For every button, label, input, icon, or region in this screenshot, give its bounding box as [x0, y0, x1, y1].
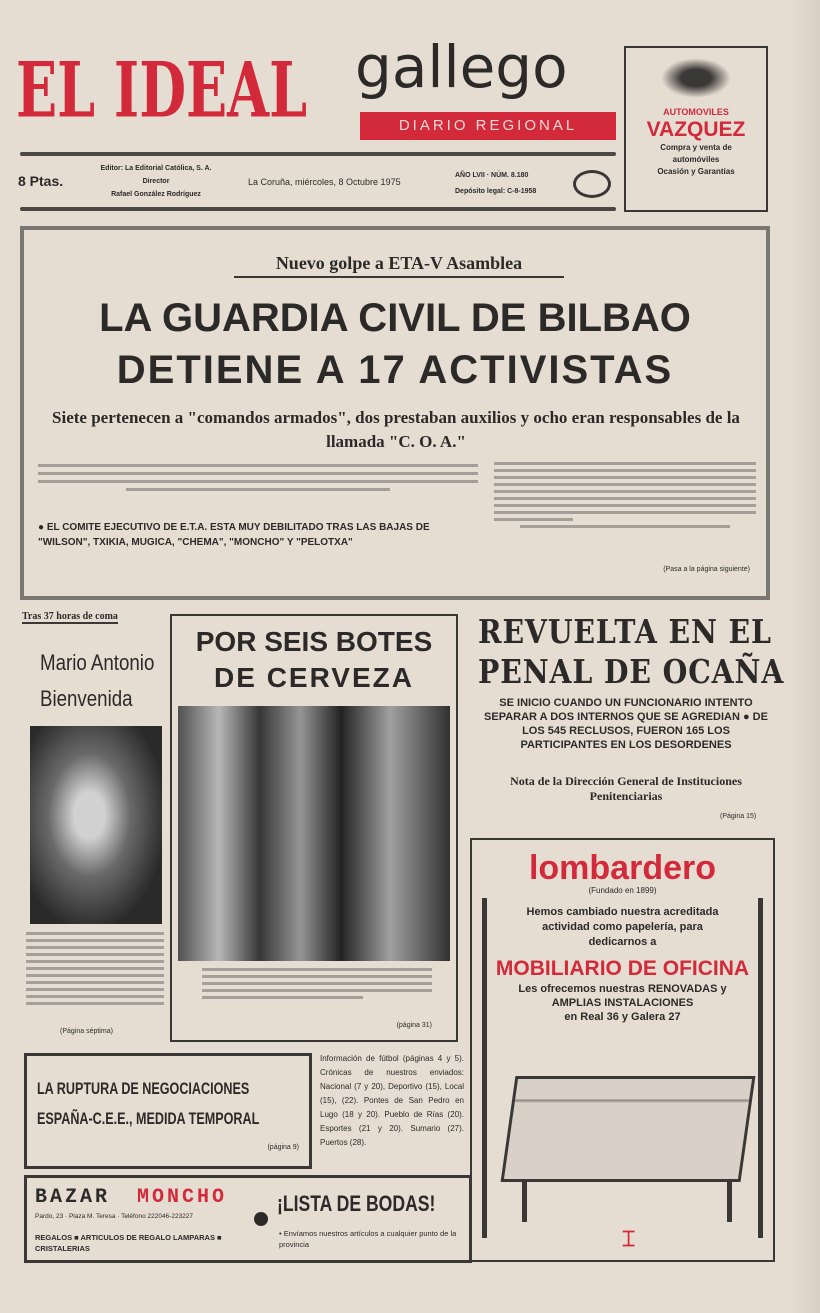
lead-kicker: Nuevo golpe a ETA-V Asamblea	[234, 252, 564, 278]
lead-headline-2: DETIENE A 17 ACTIVISTAS	[116, 348, 674, 392]
left-story-body	[26, 932, 164, 1005]
crowd-photo	[178, 706, 450, 961]
bazar-address: Pardo, 23 · Plaza M. Teresa · Teléfono 222046-223227	[35, 1213, 194, 1220]
lombardero-logo-icon: ⌶	[622, 1226, 636, 1251]
bazar-word2: MONCHO	[137, 1186, 228, 1209]
bazar-title	[35, 1186, 227, 1210]
left-story-title-1: Mario Antonio	[40, 650, 155, 675]
bazar-word1: BAZAR	[35, 1186, 111, 1209]
legal-deposit: Depósito legal: C-8-1958	[455, 188, 537, 195]
lead-body-right	[494, 462, 756, 528]
bazar-note: • Envíamos nuestros artículos a cualquier punto de la provincia	[279, 1229, 457, 1249]
center-caption	[202, 968, 432, 999]
lombardero-brand: lombardero	[528, 849, 717, 887]
ad-vazquez-line1: AUTOMOVILES	[663, 107, 729, 117]
lombardero-body-3: en Real 36 y Galera 27	[564, 1011, 681, 1023]
left-story-title-2: Bienvenida	[40, 686, 133, 711]
lead-body-left	[38, 464, 478, 491]
center-headline-1: POR SEIS BOTES	[195, 626, 433, 657]
page-edge-right	[790, 0, 820, 1313]
lombardero-body-1: Les ofrecemos nuestras RENOVADAS y	[518, 983, 727, 995]
ruptura-box	[24, 1053, 312, 1169]
lead-bullet: ● EL COMITE EJECUTIVO DE E.T.A. ESTA MUY DEBILITADO TRAS LAS BAJAS DE "WILSON", TXIKIA, MUGICA, "CHEMA", "MONCHO" Y "PELOTXA"	[38, 522, 430, 548]
center-page-ref: (página 31)	[396, 1022, 432, 1029]
masthead-title-left: EL IDEAL	[16, 45, 308, 135]
bazar-items: REGALOS ■ ARTICULOS DE REGALO LAMPARAS ■ CRISTALERIAS	[35, 1233, 222, 1253]
price: 8 Ptas.	[18, 173, 64, 189]
right-story-note: Nota de la Dirección General de Instituciones Penitenciarias	[510, 774, 742, 803]
ad-vazquez-line3: automóviles	[672, 155, 720, 164]
ojd-logo-icon	[573, 170, 611, 198]
ruptura-line2: ESPAÑA-C.E.E., MEDIDA TEMPORAL	[37, 1109, 260, 1128]
lombardero-body-2: AMPLIAS INSTALACIONES	[551, 997, 694, 1009]
portrait-photo	[30, 726, 162, 924]
director: Rafael González Rodríguez	[111, 191, 201, 198]
right-headline-1: REVUELTA EN EL	[478, 612, 772, 651]
lombardero-intro: Hemos cambiado nuestra acreditada actividad como papelería, para dedicarnos a	[526, 906, 719, 948]
ruptura-page-ref: (página 9)	[267, 1144, 299, 1151]
desk-legs	[522, 1182, 732, 1222]
bazar-headline: ¡LISTA DE BODAS!	[277, 1191, 436, 1216]
issue-number: AÑO LVII · NÚM. 8.180	[455, 172, 529, 179]
ad-vazquez-brand: VAZQUEZ	[646, 118, 746, 141]
right-headline-2: PENAL DE OCAÑA	[478, 652, 785, 691]
ad-lombardero-side-bar-left	[482, 898, 487, 1238]
lead-subhead: Siete pertenecen a "comandos armados", dos prestaban auxilios y ocho eran responsables de la llamada "C. O. A."	[52, 408, 740, 451]
lead-page-ref: (Pasa a la página siguiente)	[663, 566, 750, 573]
director-label: Director	[142, 178, 170, 185]
sports-index: Información de fútbol (páginas 4 y 5). Crónicas de nuestros enviados: Nacional (7 y 20), Deportivo (15), Local (15), (22). Pontes de San Pedro en Lugo (18 y 20). Pueblo de Rías (20). Esportes (21 y 20). Sumario (27). Puertos (28).	[320, 1054, 464, 1147]
masthead-tagline: DIARIO REGIONAL	[360, 112, 616, 140]
left-story-page-ref: (Página séptima)	[60, 1028, 113, 1035]
lead-story	[20, 226, 770, 600]
center-story	[170, 614, 458, 1042]
ruptura-line1: LA RUPTURA DE NEGOCIACIONES	[37, 1079, 250, 1098]
bullet-dot-icon	[254, 1212, 268, 1226]
center-headline-2: DE CERVEZA	[214, 662, 414, 693]
ad-vazquez	[624, 46, 768, 212]
right-story-page-ref: (Página 15)	[720, 813, 757, 820]
lead-headline-1: LA GUARDIA CIVIL DE BILBAO	[99, 296, 691, 340]
ad-vazquez-line2: Compra y venta de	[660, 143, 732, 152]
left-story-label: Tras 37 horas de coma	[22, 611, 118, 622]
ad-lombardero-side-bar-right	[758, 898, 763, 1238]
desk-illustration	[501, 1076, 756, 1182]
issue-info	[455, 168, 536, 200]
lombardero-headline: MOBILIARIO DE OFICINA	[495, 957, 750, 980]
dateline: La Coruña, miércoles, 8 Octubre 1975	[248, 177, 401, 187]
masthead-rule-top	[20, 152, 616, 156]
right-story-summary: SE INICIO CUANDO UN FUNCIONARIO INTENTO SEPARAR A DOS INTERNOS QUE SE AGREDIAN ● DE LOS 545 RECLUSOS, FUERON 165 LOS PARTICIPANTES EN LOS DESORDENES	[484, 697, 768, 751]
ad-bazar-moncho	[24, 1175, 472, 1263]
right-story-headline	[478, 612, 784, 692]
ad-vazquez-line4: Ocasión y Garantías	[657, 167, 735, 176]
masthead-title-right: gallego	[355, 33, 568, 101]
masthead-rule-bottom	[20, 207, 616, 211]
ad-lombardero	[470, 838, 775, 1262]
publisher-block	[74, 162, 238, 201]
car-illustration-icon	[661, 58, 731, 98]
left-story-title	[40, 645, 154, 717]
lombardero-sub: (Fundado en 1899)	[588, 886, 657, 895]
publisher: Editor: La Editorial Católica, S. A.	[100, 165, 212, 172]
